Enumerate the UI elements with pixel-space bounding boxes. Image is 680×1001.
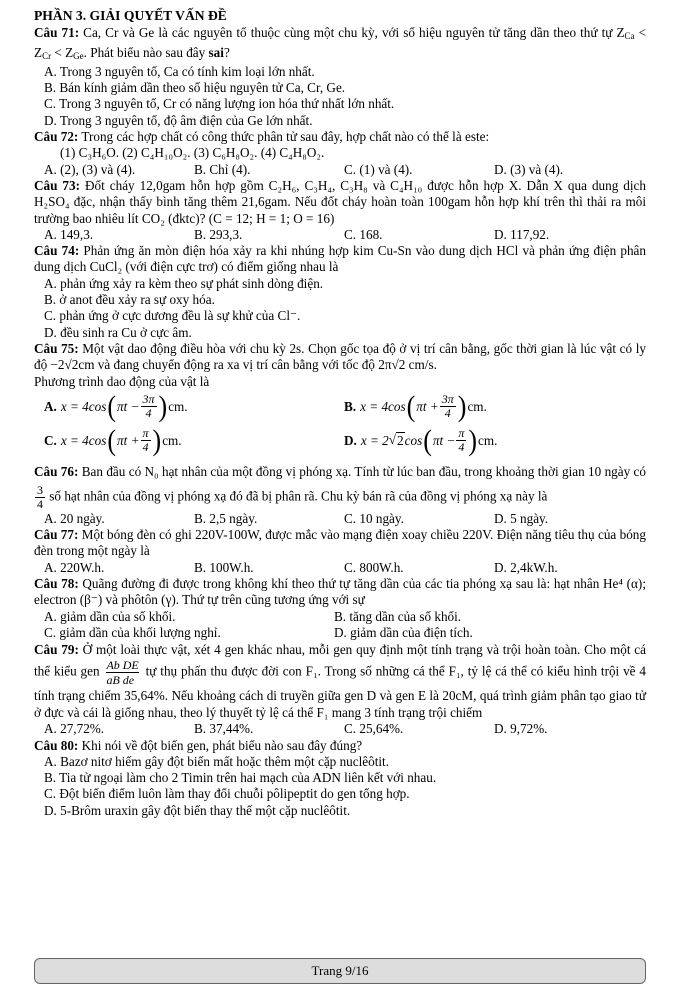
exam-page <box>34 8 646 819</box>
option: D. Trong 3 nguyên tố, độ âm điện của Ge lớn nhất. <box>44 112 313 128</box>
question-77: Câu 77: Một bóng đèn có ghi 220V-100W, được mắc vào mạng điện xoay chiều 220V. Điện năng tiêu thụ của bóng đèn trong một ngày là <box>34 527 646 559</box>
option: A. 27,72%. <box>44 721 105 737</box>
option-row <box>34 511 646 527</box>
option: B. Tia tử ngoại làm cho 2 Timin trên hai mạch của ADN liên kết với nhau. <box>44 770 437 786</box>
question-76: Câu 76: Ban đầu có N₀ hạt nhân của một đồng vị phóng xạ. Tính từ lúc ban đầu, trong khoảng thời gian 10 ngày có $\frac{3}{4}$ số hạt nhân của đồng vị phóng xạ đó đã bị phân rã. Chu kỳ bán rã của đồng vị phóng xạ này là <box>34 463 647 511</box>
option: C. 10 ngày. <box>344 510 404 526</box>
option: C. 25,64%. <box>344 721 404 737</box>
option: D. (3) và (4). <box>494 161 564 177</box>
option-row <box>34 609 646 625</box>
option: D. 9,72%. <box>494 721 548 737</box>
option-d: D. x = 2 √ 2 cos ( πt − $\frac{\pi}{4}$ ) cm. <box>344 423 498 457</box>
option-row <box>34 560 646 576</box>
option: A. 20 ngày. <box>44 510 105 526</box>
option: B. tăng dần của số khối. <box>334 608 462 624</box>
option: D. 5-Brôm uraxin gây đột biến thay thế một cặp nuclêôtit. <box>44 802 351 818</box>
option: A. (2), (3) và (4). <box>44 161 136 177</box>
option: D. 2,4kW.h. <box>494 559 558 575</box>
option: D. đều sinh ra Cu ở cực âm. <box>44 324 192 340</box>
question-75: Câu 75: Một vật dao động điều hòa với chu kỳ 2s. Chọn gốc tọa độ ở vị trí cân bằng, gốc thời gian là lúc vật có ly độ −2√2cm và đang chuyển động ra xa vị trí cân bằng với tốc độ 2π√2 cm/s. <box>34 340 646 373</box>
option: A. 220W.h. <box>44 559 105 575</box>
option: C. (1) và (4). <box>344 161 413 177</box>
option: B. 293,3. <box>194 226 243 242</box>
option: B. ở anot đều xảy ra sự oxy hóa. <box>44 292 215 308</box>
option-row <box>34 721 646 737</box>
option: D. 117,92. <box>494 226 550 242</box>
option: B. Bán kính giảm dần theo số hiệu nguyên tử Ca, Cr, Ge. <box>44 80 346 96</box>
question-72: Câu 72: Trong các hợp chất có công thức phân tử sau đây, hợp chất nào có thể là este: <box>34 129 490 145</box>
option: D. 5 ngày. <box>494 510 549 526</box>
option: C. phản ứng ở cực dương đều là sự khử của Cl⁻. <box>44 308 301 324</box>
option-row <box>34 227 646 243</box>
question-73: Câu 73: Đốt cháy 12,0gam hỗn hợp gồm C₂H₆, C₃H₄, C₃H₈ và C₄H₁₀ được hỗn hợp X. Dẫn X qua dung dịch H₂SO₄ đặc, nhận thấy bình tăng thêm 21,6gam. Nếu đốt cháy hoàn toàn 100gam hỗn hợp khí trên thì thải ra môi trường bao nhiêu lít CO₂ (đktc)? (C = 12; H = 1; O = 16) <box>34 177 646 226</box>
page-number-footer: Trang 9/16 <box>34 958 646 984</box>
option-c: C. x = 4cos ( πt + $\frac{\pi}{4}$ ) cm. <box>44 423 182 457</box>
option-row <box>34 424 646 458</box>
question-74: Câu 74: Phản ứng ăn mòn điện hóa xảy ra khi nhúng hợp kim Cu-Sn vào dung dịch HCl và phản ứng điện phân dung dịch CuCl₂ (với điện cực trơ) có điểm giống nhau là <box>34 243 646 275</box>
option: A. giảm dần của số khối. <box>44 608 176 624</box>
option: C. 800W.h. <box>344 559 404 575</box>
option-a: A. x = 4cos ( πt − $\frac{3\pi}{4}$ ) cm. <box>44 389 188 423</box>
question-78: Câu 78: Quãng đường đi được trong không khí theo thứ tự tăng dần của các tia phóng xạ sau là: hạt nhân He⁴ (α); electron (β⁻) và phôtôn (γ). Thứ tự trên cũng tương ứng với sự <box>34 576 646 608</box>
option: A. 149,3. <box>44 226 94 242</box>
question-75-prompt: Phương trình dao động của vật là <box>34 373 210 389</box>
option: D. giảm dần của điện tích. <box>334 624 473 640</box>
option: A. Trong 3 nguyên tố, Ca có tính kim loại lớn nhất. <box>44 63 315 79</box>
question-79: Câu 79: Ở một loài thực vật, xét 4 gen khác nhau, mỗi gen quy định một tính trạng và trội hoàn toàn. Cho một cá thể kiểu gen $\frac{\text{Ab DE}}{\text{aB de}}$ tự thụ phấn thu được đời con F₁. Trong số những cá thể F₁, tỷ lệ cá thể có kiểu hình trội về 4 tính trạng chiếm 35,64%. Nếu khoảng cách di truyền giữa gen D và gen E là 20cM, quá trình giảm phân tạo giao tử ở đực và cái là giống nhau, theo lý thuyết tỷ lệ cá thể F₁ mang 3 tính trạng trội chiếm <box>34 642 647 721</box>
compound-list: (1) C₃H₆O. (2) C₄H₁₀O₂. (3) C₆H₈O₂. (4) C₄H₈O₂. <box>60 145 325 161</box>
option: C. giảm dần của khối lượng nghỉ. <box>44 624 221 640</box>
option-b: B. x = 4cos ( πt + $\frac{3\pi}{4}$ ) cm. <box>344 389 487 423</box>
question-71: Câu 71: Ca, Cr và Ge là các nguyên tố thuộc cùng một chu kỳ, với số hiệu nguyên tử tăng dần theo thứ tự $Z_{Ca} < Z_{Cr} < Z_{Ge}$. Phát biểu nào sau đây sai? <box>34 25 647 61</box>
option: C. 168. <box>344 226 383 242</box>
option: C. Trong 3 nguyên tố, Cr có năng lượng ion hóa thứ nhất lớn nhất. <box>44 96 395 112</box>
option: A. Bazơ nitơ hiếm gây đột biến mất hoặc thêm một cặp nuclêôtit. <box>44 753 390 769</box>
option-row <box>34 390 646 424</box>
option: B. 37,44%. <box>194 721 254 737</box>
option-row <box>34 162 646 178</box>
option: B. Chỉ (4). <box>194 161 251 177</box>
option: B. 2,5 ngày. <box>194 510 258 526</box>
option-row <box>34 625 646 641</box>
section-title: PHẦN 3. GIẢI QUYẾT VẤN ĐỀ <box>34 8 227 23</box>
option: A. phản ứng xảy ra kèm theo sự phát sinh dòng điện. <box>44 275 324 291</box>
genotype: $\frac{\text{Ab DE}}{\text{aB de}}$ <box>106 658 139 688</box>
question-80: Câu 80: Khi nói về đột biến gen, phát biểu nào sau đây đúng? <box>34 737 363 753</box>
option: B. 100W.h. <box>194 559 254 575</box>
option: C. Đột biến điểm luôn làm thay đổi chuỗi pôlipeptit do gen tổng hợp. <box>44 786 410 802</box>
